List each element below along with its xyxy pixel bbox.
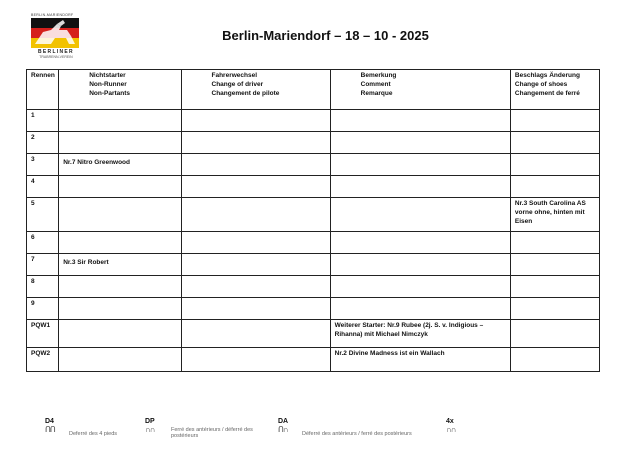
shoes-cell [510, 254, 599, 276]
header-race: Rennen [27, 70, 59, 110]
non-runner-cell [59, 348, 181, 372]
driver-cell [181, 176, 330, 198]
non-runner-cell [59, 176, 181, 198]
legend-item-d4 [45, 418, 117, 437]
logo-bottom-sub: TRABRENN-VEREIN [39, 55, 73, 59]
race-number: 6 [27, 232, 59, 254]
race-number: 4 [27, 176, 59, 198]
table-row [27, 298, 600, 320]
shoes-cell [510, 320, 599, 348]
non-runner-cell [59, 110, 181, 132]
table-row [27, 176, 600, 198]
shoes-cell: Nr.3 South Carolina AS vorne ohne, hinten mit Eisen [510, 198, 599, 232]
legend-item-4x [446, 418, 456, 434]
non-runner-cell [59, 232, 181, 254]
race-number: 5 [27, 198, 59, 232]
shoes-cell [510, 348, 599, 372]
comment-cell [330, 154, 510, 176]
non-runner-cell [59, 276, 181, 298]
driver-cell [181, 110, 330, 132]
legend-code: DP [145, 418, 155, 425]
race-number: 9 [27, 298, 59, 320]
comment-cell [330, 298, 510, 320]
non-runner-cell [59, 132, 181, 154]
shoes-cell [510, 298, 599, 320]
race-number: 8 [27, 276, 59, 298]
header-non-runner: Nichtstarter Non-Runner Non-Partants [59, 70, 181, 110]
non-runner-cell: Nr.7 Nitro Greenwood [59, 154, 181, 176]
horseshoe-icon: ∩∩ [446, 425, 456, 434]
shoe-legend [0, 418, 641, 448]
page-title: Berlin-Mariendorf – 18 – 10 - 2025 [222, 28, 429, 43]
driver-cell [181, 276, 330, 298]
logo-top-text: BERLIN-MARIENDORF [31, 13, 74, 17]
driver-cell [181, 132, 330, 154]
driver-cell [181, 254, 330, 276]
race-number: PQW1 [27, 320, 59, 348]
race-number: 1 [27, 110, 59, 132]
shoes-cell [510, 154, 599, 176]
race-number: PQW2 [27, 348, 59, 372]
header-driver: Fahrerwechsel Change of driver Changement de pilote [181, 70, 330, 110]
comment-cell [330, 132, 510, 154]
driver-cell [181, 198, 330, 232]
non-runner-cell [59, 198, 181, 232]
race-number: 7 [27, 254, 59, 276]
shoes-cell [510, 276, 599, 298]
driver-cell [181, 298, 330, 320]
table-row [27, 110, 600, 132]
comment-cell: Weiterer Starter: Nr.9 Rubee (2j. S. v. Indigious – Rihanna) mit Michael Nimczyk [330, 320, 510, 348]
shoes-cell [510, 110, 599, 132]
logo-bottom-text: BERLINER [38, 49, 74, 55]
table-row [27, 232, 600, 254]
comment-cell [330, 110, 510, 132]
table-row [27, 254, 600, 276]
horseshoe-icon: ∩∩ [145, 425, 155, 434]
comment-cell [330, 176, 510, 198]
races-table [26, 69, 600, 372]
race-number: 2 [27, 132, 59, 154]
legend-item-dp [145, 418, 253, 439]
race-number: 3 [27, 154, 59, 176]
legend-code: 4x [446, 418, 454, 425]
table-row [27, 276, 600, 298]
table-row [27, 154, 600, 176]
comment-cell [330, 232, 510, 254]
table-row [27, 348, 600, 372]
driver-cell [181, 348, 330, 372]
comment-cell [330, 254, 510, 276]
legend-code: DA [278, 418, 289, 425]
legend-desc: Déferré des antérieurs / ferré des postérieurs [302, 431, 412, 437]
non-runner-cell [59, 320, 181, 348]
table-row [27, 320, 600, 348]
table-row [27, 198, 600, 232]
driver-cell [181, 320, 330, 348]
comment-cell [330, 198, 510, 232]
legend-desc: Deferré des 4 pieds [69, 431, 117, 437]
header-comment: Bemerkung Comment Remarque [330, 70, 510, 110]
non-runner-cell: Nr.3 Sir Robert [59, 254, 181, 276]
horseshoe-icon: ꓵ∩ [278, 425, 288, 434]
non-runner-cell [59, 298, 181, 320]
table-header-row [27, 70, 600, 110]
horseshoe-icon: ꓵꓵ [45, 425, 55, 434]
legend-code: D4 [45, 418, 54, 425]
comment-cell [330, 276, 510, 298]
shoes-cell [510, 132, 599, 154]
driver-cell [181, 154, 330, 176]
shoes-cell [510, 232, 599, 254]
comment-cell: Nr.2 Divine Madness ist ein Wallach [330, 348, 510, 372]
legend-item-da [278, 418, 412, 437]
header-shoes: Beschlags Änderung Change of shoes Changement de ferré [510, 70, 599, 110]
shoes-cell [510, 176, 599, 198]
driver-cell [181, 232, 330, 254]
table-row [27, 132, 600, 154]
legend-desc: Ferré des antérieurs / déferré des postérieurs [171, 427, 253, 439]
